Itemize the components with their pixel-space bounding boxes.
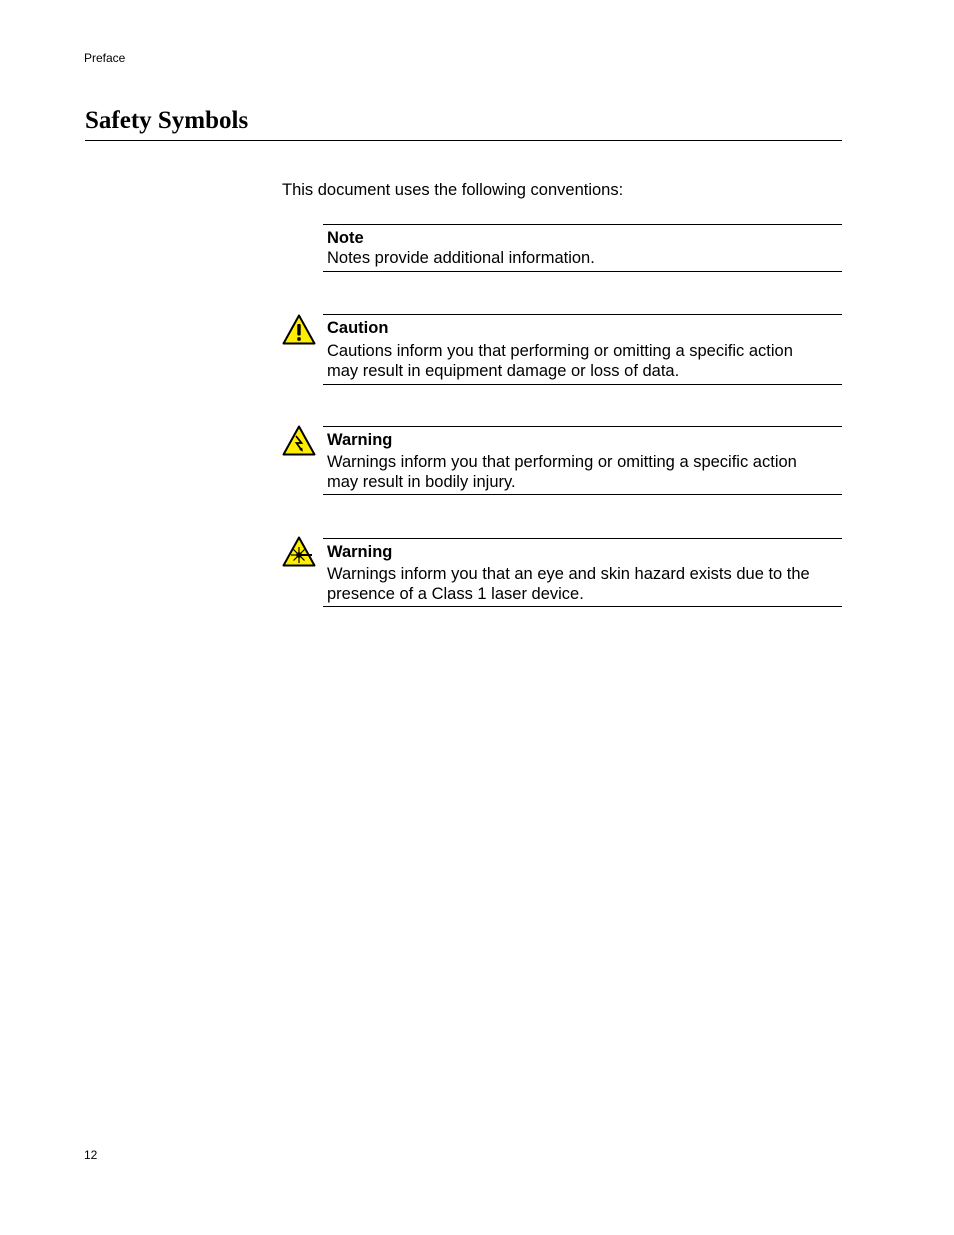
caution-box [323, 314, 842, 385]
note-title: Note [327, 229, 364, 247]
electrical-warning-title: Warning [327, 431, 393, 449]
laser-warning-box [323, 538, 842, 607]
running-header: Preface [84, 51, 126, 65]
electrical-hazard-icon [282, 425, 316, 456]
intro-text: This document uses the following conventions: [282, 181, 624, 199]
laser-hazard-icon [282, 536, 316, 567]
caution-body-line-2: may result in equipment damage or loss of data. [327, 362, 680, 380]
caution-title: Caution [327, 319, 389, 337]
laser-warning-body-line-1: Warnings inform you that an eye and skin hazard exists due to the [327, 565, 810, 583]
note-body: Notes provide additional information. [327, 249, 595, 267]
page-title: Safety Symbols [85, 107, 249, 134]
electrical-warning-body-line-2: may result in bodily injury. [327, 473, 516, 491]
electrical-warning-body-line-1: Warnings inform you that performing or omitting a specific action [327, 453, 797, 471]
note-box [323, 224, 842, 272]
caution-body-line-1: Cautions inform you that performing or omitting a specific action [327, 342, 793, 360]
title-rule [85, 140, 842, 141]
page-number: 12 [84, 1148, 98, 1162]
caution-exclamation-icon [282, 314, 316, 345]
electrical-warning-box [323, 426, 842, 495]
laser-warning-body-line-2: presence of a Class 1 laser device. [327, 585, 584, 603]
laser-warning-title: Warning [327, 543, 393, 561]
